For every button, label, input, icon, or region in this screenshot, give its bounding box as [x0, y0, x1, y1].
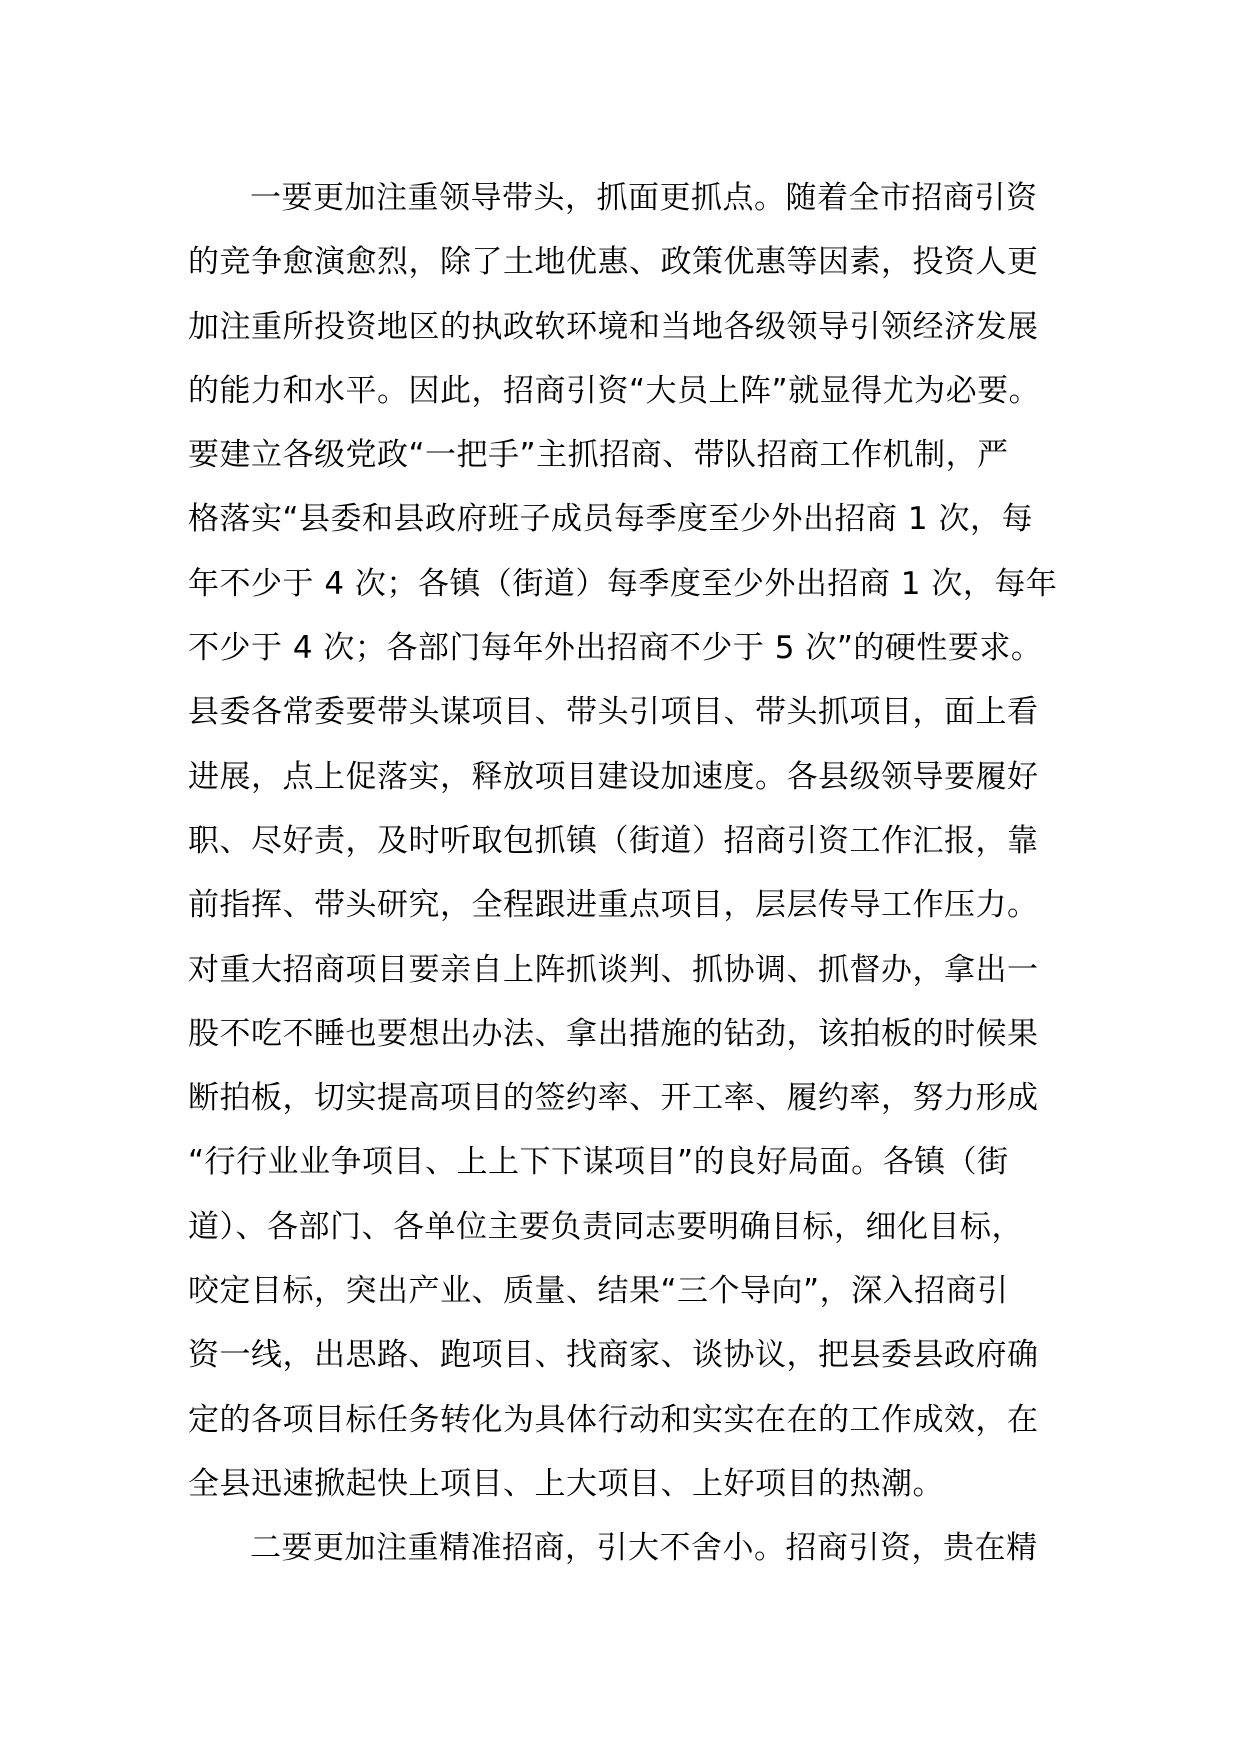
paragraph-1-line: 全县迅速掀起快上项目、上大项目、上好项目的热潮。 — [188, 1465, 944, 1502]
paragraph-1-line: 县委各常委要带头谋项目、带头引项目、带头抓项目，面上看 — [188, 694, 1039, 731]
paragraph-1-line: 股不吃不睡也要想出办法、拿出措施的钻劲，该拍板的时候果 — [188, 1015, 1039, 1052]
paragraph-1-line: 一要更加注重领导带头，抓面更抓点。随着全市招商引资 — [250, 180, 1038, 216]
paragraph-1-line: 定的各项目标任务转化为具体行动和实实在在的工作成效，在 — [188, 1401, 1039, 1438]
paragraph-1-line: 咬定目标，突出产业、质量、结果“三个导向”，深入招商引 — [188, 1273, 1009, 1310]
paragraph-1-line: 对重大招商项目要亲自上阵抓谈判、抓协调、抓督办，拿出一 — [188, 951, 1039, 988]
paragraph-1-line: 加注重所投资地区的执政软环境和当地各级领导引领经济发展 — [188, 308, 1039, 345]
paragraph-1-line: 职、尽好责，及时听取包抓镇（街道）招商引资工作汇报，靠 — [188, 822, 1039, 859]
paragraph-1-line: 不少于 4 次；各部门每年外出招商不少于 5 次”的硬性要求。 — [188, 630, 1043, 667]
paragraph-1-line: 前指挥、带头研究，全程跟进重点项目，层层传导工作压力。 — [188, 887, 1039, 924]
paragraph-1-line: 进展，点上促落实，释放项目建设加速度。各县级领导要履好 — [188, 758, 1039, 795]
paragraph-1-line: 资一线，出思路、跑项目、找商家、谈协议，把县委县政府确 — [188, 1337, 1039, 1374]
paragraph-1-line: 年不少于 4 次；各镇（街道）每季度至少外出招商 1 次，每年 — [188, 565, 1058, 602]
body-text — [188, 166, 1068, 1581]
paragraph-1-line: 的能力和水平。因此，招商引资“大员上阵”就显得尤为必要。 — [188, 372, 1041, 409]
paragraph-2-line: 二要更加注重精准招商，引大不舍小。招商引资，贵在精 — [250, 1530, 1038, 1567]
paragraph-1-line: 断拍板，切实提高项目的签约率、开工率、履约率，努力形成 — [188, 1080, 1039, 1117]
paragraph-1-line: 格落实“县委和县政府班子成员每季度至少外出招商 1 次，每 — [188, 501, 1033, 538]
paragraph-1-line: “行行业业争项目、上上下下谋项目”的良好局面。各镇（街 — [188, 1144, 1009, 1181]
paragraph-1-line: 的竞争愈演愈烈，除了土地优惠、政策优惠等因素，投资人更 — [188, 244, 1039, 281]
paragraph-1-line: 要建立各级党政“一把手”主抓招商、带队招商工作机制，严 — [188, 437, 1009, 474]
paragraph-1-line: 道）、各部门、各单位主要负责同志要明确目标，细化目标， — [188, 1208, 1023, 1245]
